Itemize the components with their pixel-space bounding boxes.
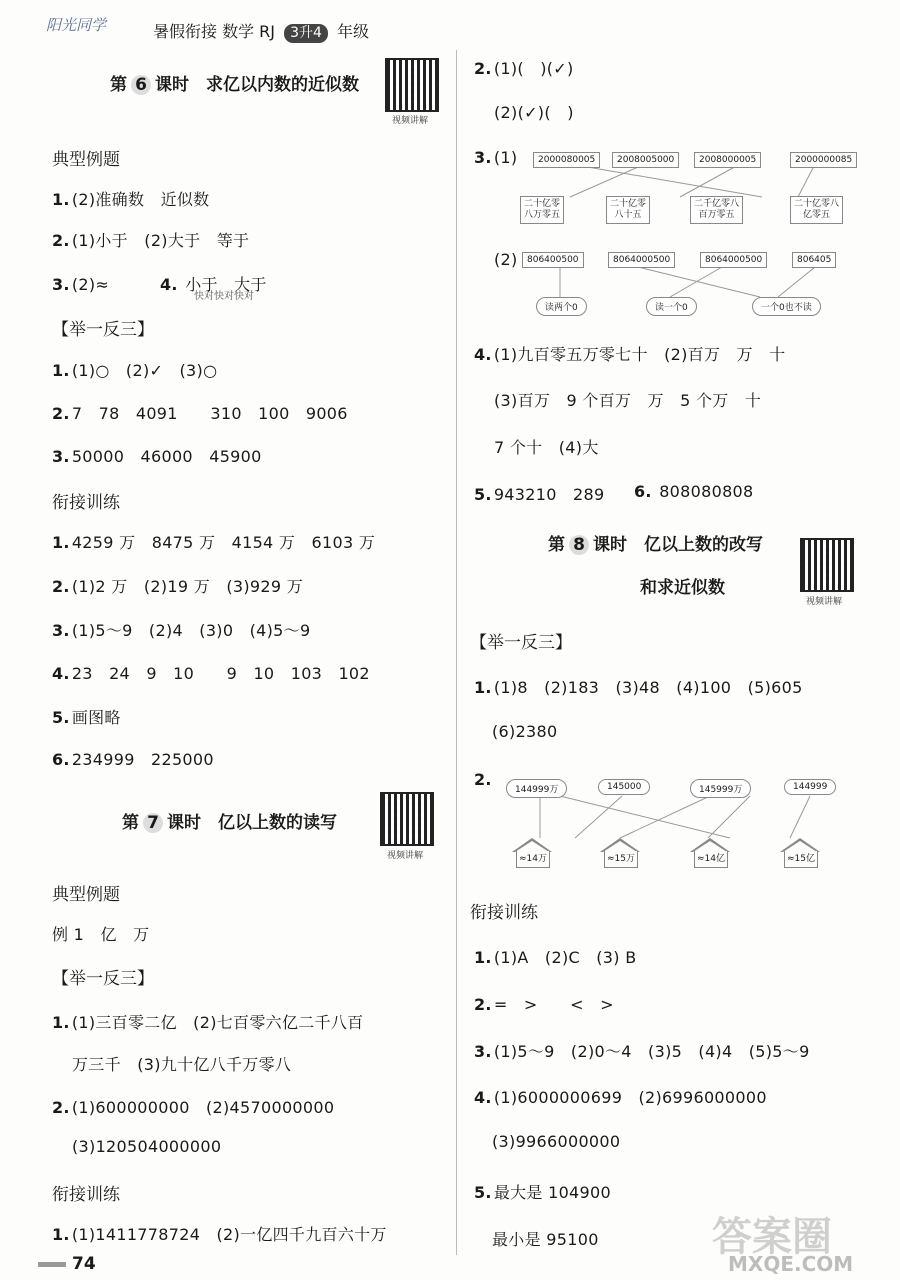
house-icon: ≈14万 (510, 838, 554, 868)
brand-logo: 阳光同学 (46, 16, 107, 34)
section-heading: 衔接训练 (52, 493, 120, 513)
section-heading: 衔接训练 (470, 903, 538, 923)
lesson-8-title-cont: 和求近似数 (640, 578, 725, 598)
answer-line: 2. 7 78 4091 310 100 9006 (52, 404, 348, 423)
answer-line: 4. (1)九百零五万零七十 (2)百万 万 十 (474, 345, 786, 364)
answer-line: 2. = > < > (474, 995, 614, 1014)
answer-line: 2. (474, 770, 492, 789)
example-line: 例 1 亿 万 (52, 925, 150, 944)
answer-line: 3. (2)≈ (52, 275, 142, 294)
number-box: 2000080005 (533, 152, 600, 168)
section-heading: 【举一反三】 (52, 969, 154, 989)
lesson-8-title: 第 8 课时 亿以上数的改写 (548, 535, 763, 555)
reading-oval: 读两个0 (536, 297, 587, 316)
answer-line-cont: (3)百万 9 个百万 万 5 个万 十 (494, 391, 762, 410)
number-box: 2008005000 (612, 152, 679, 168)
house-icon: ≈14亿 (688, 838, 732, 868)
page-header (0, 0, 900, 45)
answer-line: 3. (1)5～9 (2)4 (3)0 (4)5～9 (52, 621, 311, 640)
animal-label: 145000 (598, 779, 650, 795)
reading-oval: 一个0也不读 (752, 297, 821, 316)
qr-label: 视频讲解 (806, 597, 843, 607)
answer-line: 3. (1)5～9 (2)0～4 (3)5 (4)4 (5)5～9 (474, 1042, 810, 1061)
answer-line: 2. (1)( )(✓) (474, 59, 574, 78)
number-box: 2000000085 (790, 152, 857, 168)
number-box: 2008000005 (694, 152, 761, 168)
answer-line: 1. (2)准确数 近似数 (52, 190, 210, 209)
house-icon: ≈15亿 (778, 838, 822, 868)
number-box: 8064000500 (608, 252, 675, 268)
grade-badge: 3升4 (284, 24, 328, 43)
qr-code-icon[interactable] (800, 538, 854, 592)
animal-label: 144999 (784, 779, 836, 795)
answer-line: 1. (1)1411778724 (2)一亿四千九百六十万 (52, 1225, 387, 1244)
section-heading: 衔接训练 (52, 1185, 120, 1205)
lesson-6-title: 第 6 课时 求亿以内数的近似数 (110, 75, 359, 95)
answer-line: 3. 50000 46000 45900 (52, 447, 262, 466)
section-heading: 【举一反三】 (52, 320, 154, 340)
column-divider (456, 50, 457, 1255)
answer-line-cont: 7 个十 (4)大 (494, 438, 599, 457)
answer-line: 1. (1)8 (2)183 (3)48 (4)100 (5)605 (474, 678, 803, 697)
qr-label: 视频讲解 (392, 116, 429, 126)
watermark-logo: 答案圈 (712, 1214, 832, 1260)
answer-line: 5. 画图略 (52, 708, 121, 727)
reading-oval: 读一个0 (646, 297, 697, 316)
house-icon: ≈15万 (598, 838, 642, 868)
animal-label: 144999万 (506, 779, 567, 798)
answer-line-cont: (3)120504000000 (72, 1137, 222, 1156)
answer-line: 4. 小于 大于 (160, 275, 267, 294)
number-box: 806405 (792, 252, 836, 268)
section-heading: 典型例题 (52, 150, 120, 170)
part-label: (2) (494, 250, 518, 269)
answer-line: 6. 808080808 (634, 482, 754, 501)
answer-line: 2. (1)2 万 (2)19 万 (3)929 万 (52, 577, 304, 596)
answer-line-cont: (6)2380 (492, 722, 558, 741)
lesson-7-title: 第 7 课时 亿以上数的读写 (122, 813, 337, 833)
answer-line-cont: (2)(✓)( ) (494, 103, 574, 122)
answer-line-cont: 万三千 (3)九十亿八千万零八 (72, 1055, 292, 1074)
stamp-text: 快对快对快对 (194, 291, 254, 302)
reading-card: 二十亿零 八万零五 (520, 196, 564, 224)
section-heading: 【举一反三】 (470, 633, 572, 653)
answer-line: 2. (1)600000000 (2)4570000000 (52, 1098, 335, 1117)
answer-line: 1. (1)三百零二亿 (2)七百零六亿二千八百 (52, 1013, 364, 1032)
qr-code-icon[interactable] (380, 792, 434, 846)
qr-label: 视频讲解 (387, 851, 424, 861)
reading-card: 二十亿零八 亿零五 (790, 196, 843, 224)
answer-line: 4. 23 24 9 10 9 10 103 102 (52, 664, 370, 683)
answer-line: 6. 234999 225000 (52, 750, 214, 769)
page-number: 74 (38, 1254, 96, 1274)
answer-line: 5. 943210 289 (474, 485, 605, 504)
reading-card: 二十亿零 八十五 (606, 196, 650, 224)
header-title: 暑假衔接 数学 RJ 3升4 年级 (153, 22, 370, 41)
answer-line: 5. 最大是 104900 (474, 1183, 611, 1202)
watermark-site: MXQE.COM (728, 1252, 854, 1276)
number-box: 8064000500 (700, 252, 767, 268)
number-box: 806400500 (522, 252, 584, 268)
answer-line-cont: 最小是 95100 (492, 1230, 599, 1249)
answer-line: 1. (1)A (2)C (3) B (474, 948, 637, 967)
answer-line-cont: (3)9966000000 (492, 1132, 621, 1151)
reading-card: 二千亿零八 百万零五 (690, 196, 743, 224)
animal-label: 145999万 (690, 779, 751, 798)
answer-line: 3. (1) (474, 148, 518, 167)
answer-line: 4. (1)6000000699 (2)6996000000 (474, 1088, 767, 1107)
section-heading: 典型例题 (52, 885, 120, 905)
answer-line: 1. (1)○ (2)✓ (3)○ (52, 361, 218, 380)
answer-line: 2. (1)小于 (2)大于 等于 (52, 231, 250, 250)
qr-code-icon[interactable] (385, 58, 439, 112)
answer-line: 1. 4259 万 8475 万 4154 万 6103 万 (52, 533, 376, 552)
